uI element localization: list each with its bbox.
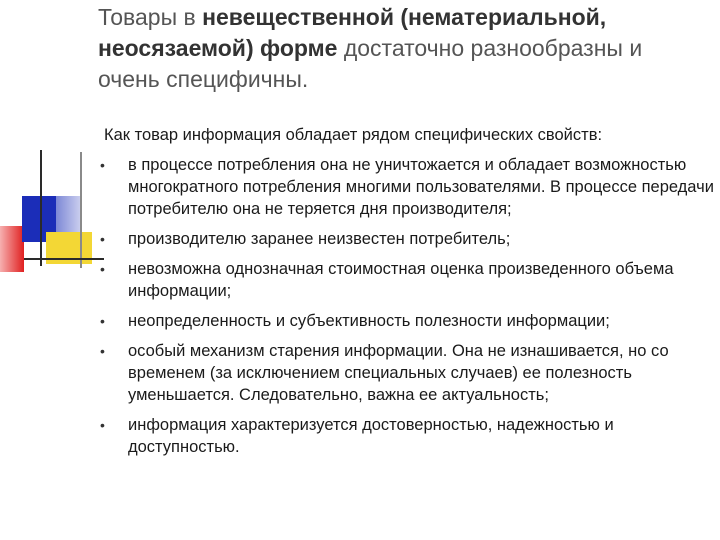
list-item [98,340,714,406]
bullet-icon: • [100,343,105,359]
bullet-icon: • [100,231,105,247]
list-item-text: производителю заранее неизвестен потребитель; [128,230,511,248]
title-bold: невещественной (нематериальной, неосязаемой) форме [98,4,607,61]
decorative-line-horizontal [24,258,104,260]
list-item [98,228,714,250]
list-item-text: в процессе потребления она не уничтожается и обладает возможностью многократного потребления многими пользователями. В процессе передачи потребителю она не теряется дня производителя; [128,156,714,218]
list-item [98,154,714,220]
red-square [0,226,24,272]
title-part1: Товары в [98,4,203,30]
bullet-icon: • [100,417,105,433]
bullet-icon: • [100,261,105,277]
list-item-text: неопределенность и субъективность полезности информации; [128,312,610,330]
list-item [98,414,714,458]
bullet-icon: • [100,157,105,173]
list-item-text: информация характеризуется достоверностью, надежностью и доступностью. [128,416,614,456]
bullet-list [98,154,714,466]
list-item-text: особый механизм старения информации. Она не изнашивается, но со временем (за исключением специальных случаев) ее полезность уменьшается. Следовательно, важна ее актуальность; [128,342,669,404]
list-item [98,258,714,302]
list-item-text: невозможна однозначная стоимостная оценка произведенного объема информации; [128,260,674,300]
decorative-line-vertical-2 [80,152,82,268]
intro-text: Как товар информация обладает рядом специфических свойств: [104,126,603,144]
bullet-icon: • [100,313,105,329]
decorative-line-vertical [40,150,42,266]
list-item [98,310,714,332]
title-part2: достаточно разнообразны и очень специфичны. [98,35,643,92]
slide-title [98,2,678,95]
